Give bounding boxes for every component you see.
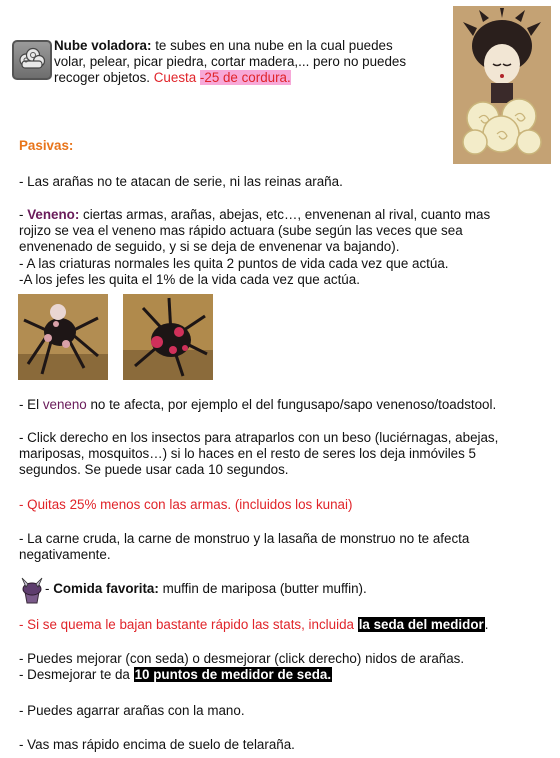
veneno-line-4: - A las criaturas normales les quita 2 puntos de vida cada vez que actúa.: [19, 256, 449, 271]
click-line-3: segundos. Se puede usar cada 10 segundos.: [19, 462, 289, 477]
item-web: - Vas mas rápido encima de suelo de telaraña.: [19, 737, 295, 752]
nube-text-3: recoger objetos.: [54, 70, 154, 85]
click-line-2: mariposas, mosquitos…) si lo haces en el resto de seres los deja inmóviles 5: [19, 446, 476, 461]
spider-image-1: [18, 294, 108, 380]
food-title: Comida favorita:: [53, 581, 159, 596]
character-portrait: [453, 6, 551, 164]
nube-title: Nube voladora:: [54, 38, 152, 53]
click-line-1: - Click derecho en los insectos para atraparlos con un beso (luciérnagas, abejas,: [19, 430, 499, 445]
item-food: [45, 581, 367, 597]
item-desmejorar: [19, 667, 332, 683]
item-burn: [19, 617, 488, 633]
immune-word: veneno: [42, 397, 87, 412]
burn-text: - Si se quema le bajan bastante rápido las stats, incluida: [19, 617, 358, 632]
veneno-line-5: -A los jefes les quita el 1% de la vida cada vez que actúa.: [19, 272, 360, 287]
immune-pre: - El: [19, 397, 43, 412]
nube-text-1: te subes en una nube en la cual puedes: [151, 38, 393, 53]
veneno-text-1: ciertas armas, arañas, abejas, etc…, envenenan al rival, cuanto mas: [79, 207, 491, 222]
food-dash: -: [45, 581, 54, 596]
meat-line-1: - La carne cruda, la carne de monstruo y la lasaña de monstruo no te afecta: [19, 531, 470, 546]
burn-end: .: [484, 617, 489, 632]
veneno-dash: -: [19, 207, 28, 222]
nube-cost-value: -25 de cordura.: [199, 70, 291, 85]
pasivas-heading: Pasivas:: [19, 138, 74, 153]
desmejorar-highlight: 10 puntos de medidor de seda.: [134, 667, 332, 682]
meat-line-2: negativamente.: [19, 547, 111, 562]
muffin-icon: [19, 576, 45, 606]
immune-post: no te afecta, por ejemplo el del fungusapo/sapo venenoso/toadstool.: [86, 397, 497, 412]
item-nests: - Puedes mejorar (con seda) o desmejorar (click derecho) nidos de arañas.: [19, 651, 465, 666]
nube-line-1: [54, 38, 393, 54]
desmejorar-pre: - Desmejorar te da: [19, 667, 134, 682]
veneno-line-3: envenenado de seguido, y si se deja de envenenar va bajando).: [19, 239, 400, 254]
item-weapons: - Quitas 25% menos con las armas. (incluidos los kunai): [19, 497, 353, 512]
item-spiders: - Las arañas no te atacan de serie, ni las reinas araña.: [19, 174, 343, 189]
cloud-icon: [12, 40, 52, 80]
veneno-line-1: [19, 207, 490, 223]
spider-image-2: [123, 294, 213, 380]
veneno-title: Veneno:: [27, 207, 80, 222]
veneno-line-2: rojizo se vea el veneno mas rápido actuara (sube según las veces que sea: [19, 223, 463, 238]
item-grab: - Puedes agarrar arañas con la mano.: [19, 703, 245, 718]
nube-line-3: [54, 70, 291, 86]
food-text: muffin de mariposa (butter muffin).: [158, 581, 367, 596]
nube-cost-label: Cuesta: [153, 70, 200, 85]
burn-highlight: la seda del medidor: [358, 617, 484, 632]
nube-line-2: volar, pelear, picar piedra, cortar madera,... pero no puedes: [54, 54, 407, 69]
item-immune: [19, 397, 496, 413]
